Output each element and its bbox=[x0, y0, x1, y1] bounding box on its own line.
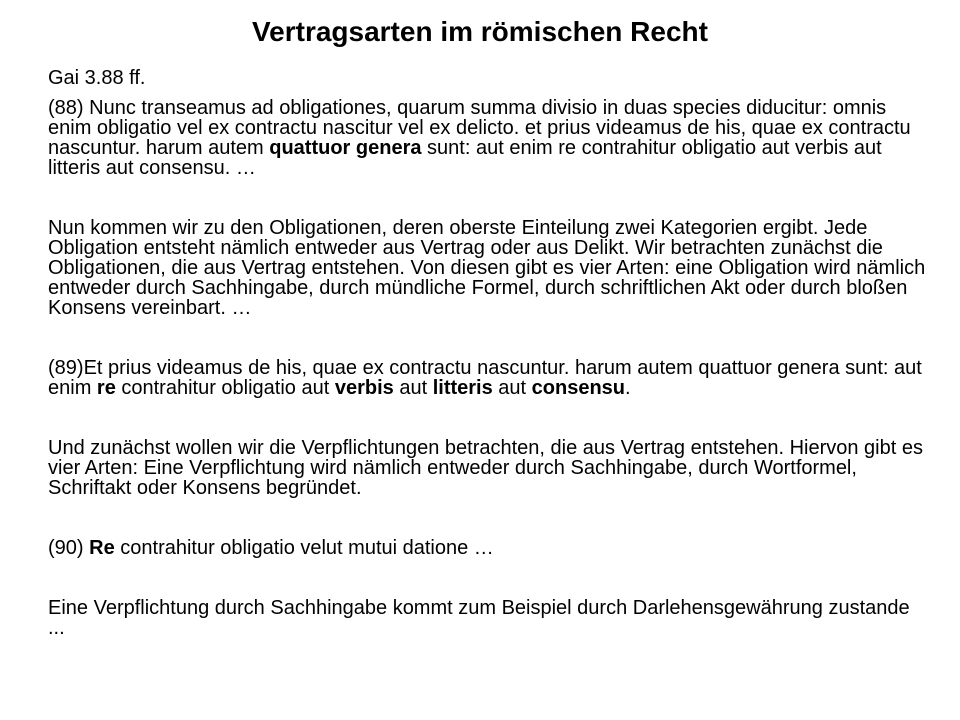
slide-body bbox=[48, 68, 928, 638]
text-run: sunt: aut enim re contrahitur obligatio aut verbis aut litteris aut consensu. … bbox=[48, 137, 882, 179]
source-reference: Gai 3.88 ff. bbox=[48, 67, 146, 89]
paragraph-90-german bbox=[48, 598, 928, 638]
paragraph-89-latin bbox=[48, 358, 928, 398]
text-run: (90) bbox=[48, 537, 90, 559]
emphasis-term: verbis bbox=[334, 377, 394, 399]
emphasis-term: consensu bbox=[531, 377, 626, 399]
text-run: aut bbox=[492, 377, 532, 399]
emphasis-term: litteris bbox=[432, 377, 493, 399]
text-run: (89)Et prius videamus de his, quae ex contractu nascuntur. harum autem quattuor genera sunt: aut enim bbox=[48, 357, 922, 399]
text-run: Nun kommen wir zu den Obligationen, deren oberste Einteilung zwei Kategorien ergibt. Jede Obligation entsteht nämlich entweder aus Vertrag oder aus Delikt. Wir betrachten zunächst die Obligationen, die aus Vertrag entstehen. Von diesen gibt es vier Arten: eine Obligation wird nämlich entweder durch Sachhingabe, durch mündliche Formel, durch schriftlichen Akt oder durch bloßen Konsens vereinbart. … bbox=[48, 217, 926, 319]
text-run: contrahitur obligatio velut mutui datione … bbox=[114, 537, 494, 559]
emphasis-term: re bbox=[96, 377, 116, 399]
emphasis-term: quattuor genera bbox=[269, 137, 422, 159]
text-run: (88) Nunc transeamus ad obligationes, quarum summa divisio in duas species diducitur: omnis enim obligatio vel ex contractu nascitur vel ex delicto. et prius videamus de his, quae ex contractu nascuntur. harum autem bbox=[48, 97, 911, 159]
paragraph-88-latin bbox=[48, 98, 928, 178]
text-run: contrahitur obligatio aut bbox=[115, 377, 335, 399]
emphasis-term: Re bbox=[89, 537, 115, 559]
slide-title: Vertragsarten im römischen Recht bbox=[252, 16, 708, 47]
text-run: . bbox=[625, 377, 631, 399]
text-run: Und zunächst wollen wir die Verpflichtungen betrachten, die aus Vertrag entstehen. Hiervon gibt es vier Arten: Eine Verpflichtung wird nämlich entweder durch Sachhingabe, durch Wortformel, Schriftakt oder Konsens begründet. bbox=[48, 437, 923, 499]
text-run: aut bbox=[393, 377, 433, 399]
paragraph-89-german bbox=[48, 438, 928, 498]
text-run: Eine Verpflichtung durch Sachhingabe kommt zum Beispiel durch Darlehensgewährung zustande ... bbox=[48, 597, 910, 639]
paragraph-90-latin bbox=[48, 538, 928, 558]
paragraph-88-german bbox=[48, 218, 928, 318]
